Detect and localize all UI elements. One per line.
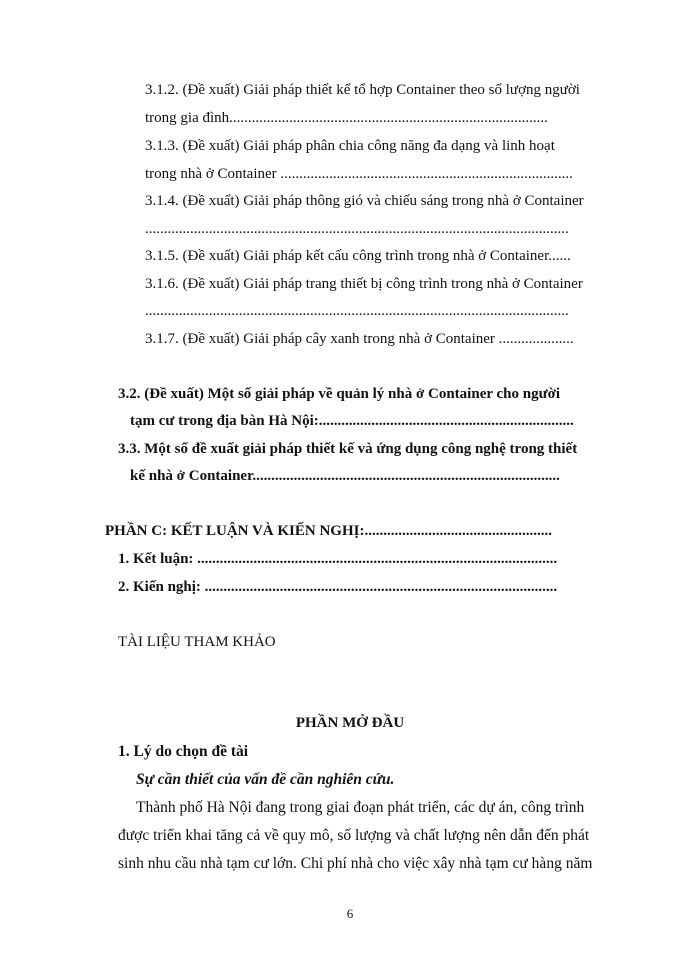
toc-entry-conclusion: 1. Kết luận: ................................................................................................	[118, 551, 558, 567]
page-number: 6	[346, 906, 354, 921]
toc-entry-3-1-4: 3.1.4. (Đề xuất) Giải pháp thông gió và chiếu sáng trong nhà ở Container	[145, 193, 584, 209]
toc-entry-3-1-2-cont: trong gia đình.....................................................................................	[145, 110, 548, 126]
paragraph-line: Thành phố Hà Nội đang trong giai đoạn phát triển, các dự án, công trình	[136, 799, 585, 816]
toc-entry-3-2-cont: tạm cư trong địa bàn Hà Nội:....................................................................	[130, 413, 574, 429]
toc-entry-references: TÀI LIỆU THAM KHẢO	[118, 634, 276, 650]
toc-entry-recommendation: 2. Kiến nghị: ..............................................................................................	[118, 579, 558, 595]
paragraph-line: được triển khai tăng cả về quy mô, số lượng và chất lượng nên dẫn đến phát	[118, 827, 590, 844]
toc-entry-3-3-cont: kế nhà ở Container..................................................................................	[130, 468, 560, 484]
toc-entry-3-1-5: 3.1.5. (Đề xuất) Giải pháp kết cấu công trình trong nhà ở Container......	[145, 248, 571, 264]
toc-entry-3-1-4-cont: .................................................................................................................	[145, 221, 569, 237]
toc-entry-3-1-3: 3.1.3. (Đề xuất) Giải pháp phân chia công năng đa dạng và linh hoạt	[145, 138, 555, 154]
toc-entry-3-1-7: 3.1.7. (Đề xuất) Giải pháp cây xanh trong nhà ở Container ....................	[145, 331, 574, 347]
subsection-subtitle: Sự cần thiết của vấn đề cần nghiên cứu.	[136, 771, 395, 788]
paragraph-line: sinh nhu cầu nhà tạm cư lớn. Chi phí nhà cho việc xây nhà tạm cư hàng năm	[118, 855, 593, 872]
toc-entry-3-2: 3.2. (Đề xuất) Một số giải pháp về quản lý nhà ở Container cho người	[118, 386, 561, 402]
toc-entry-3-1-6-cont: .................................................................................................................	[145, 303, 569, 319]
toc-entry-3-3: 3.3. Một số đề xuất giải pháp thiết kế và ứng dụng công nghệ trong thiết	[118, 441, 578, 457]
toc-entry-3-1-3-cont: trong nhà ở Container ..............................................................................	[145, 166, 573, 182]
toc-entry-part-c: PHẦN C: KẾT LUẬN VÀ KIẾN NGHỊ:..................................................	[105, 523, 552, 539]
subsection-heading: 1. Lý do chọn đề tài	[118, 743, 249, 760]
toc-entry-3-1-2: 3.1.2. (Đề xuất) Giải pháp thiết kế tổ hợp Container theo số lượng người	[145, 82, 580, 98]
toc-entry-3-1-6: 3.1.6. (Đề xuất) Giải pháp trang thiết bị công trình trong nhà ở Container	[145, 276, 583, 292]
section-heading: PHẦN MỞ ĐẦU	[295, 715, 405, 731]
